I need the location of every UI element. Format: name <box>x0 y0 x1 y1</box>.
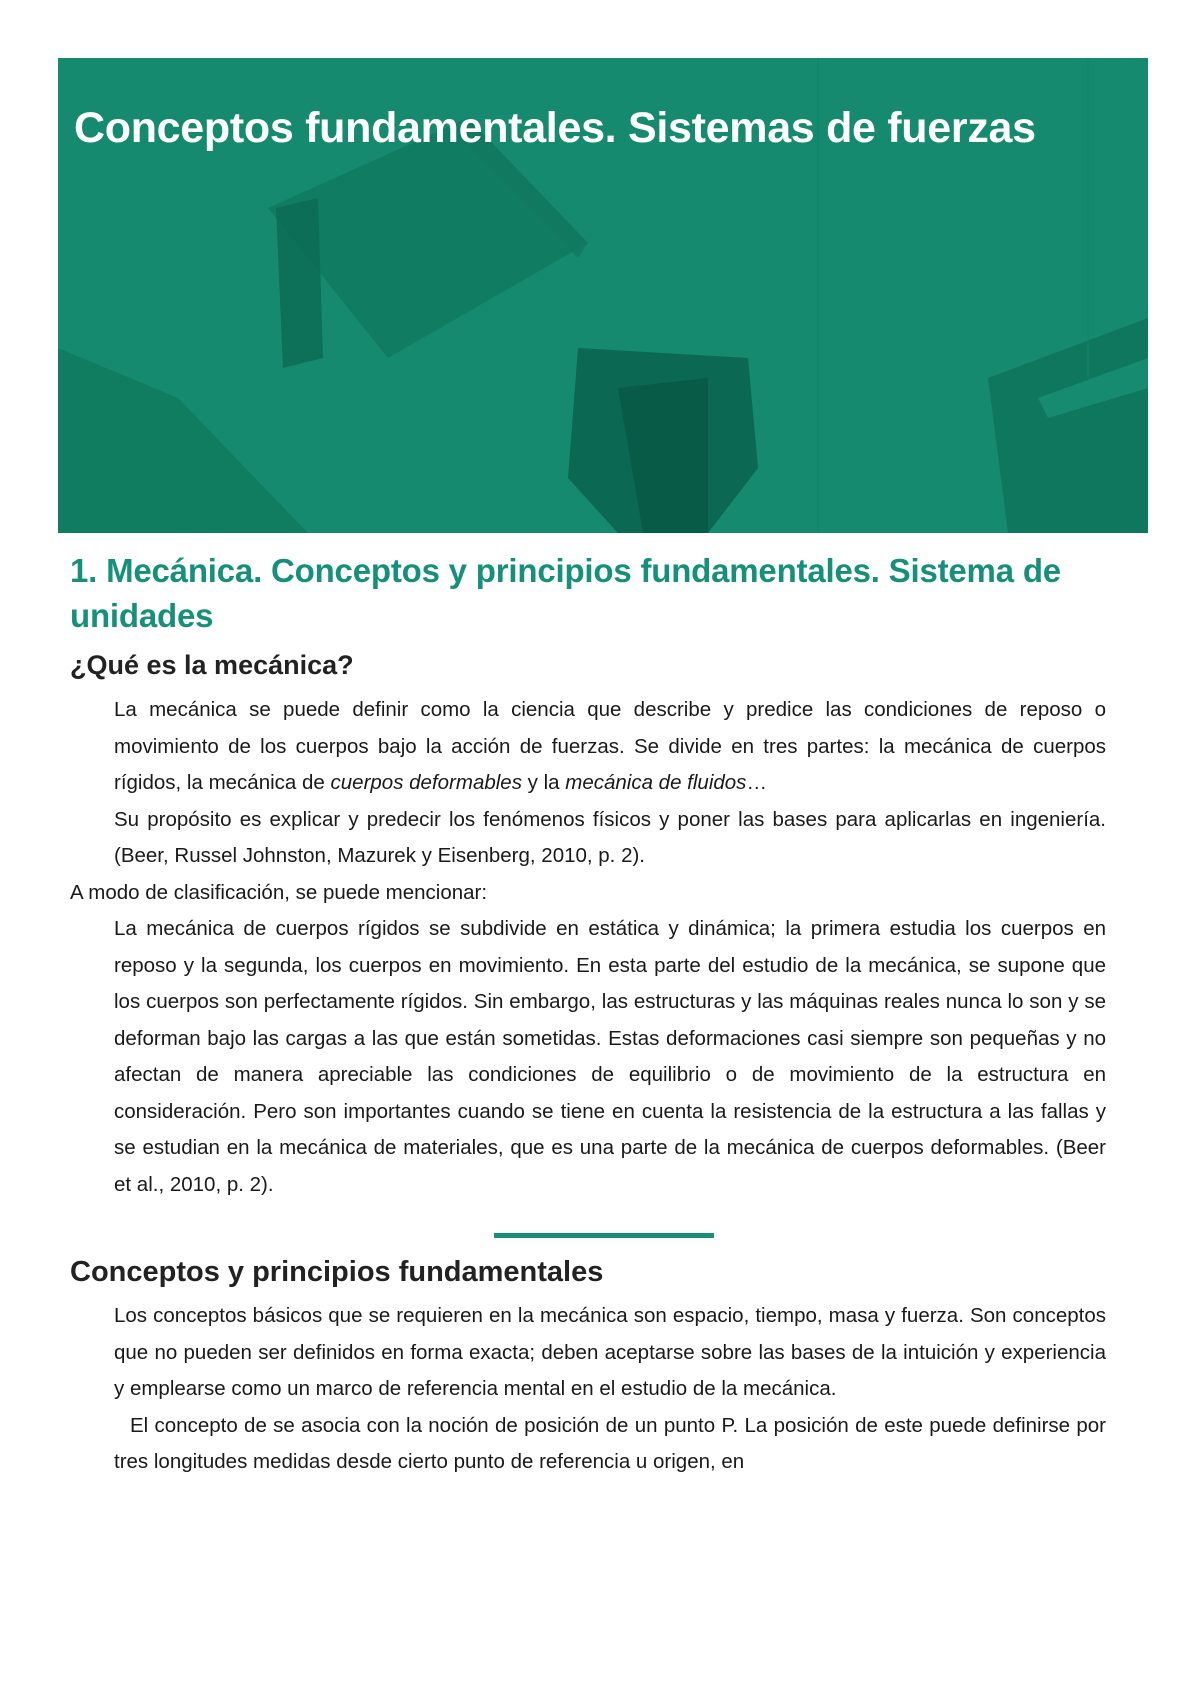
classification-intro: A modo de clasificación, se puede mencionar: <box>70 880 488 904</box>
quote-definition-ellipsis: … <box>746 771 767 794</box>
section-heading-conceptos: Conceptos y principios fundamentales <box>70 1256 604 1288</box>
section-heading-mecanica: 1. Mecánica. Conceptos y principios fundamentales. Sistema de unidades <box>70 552 1061 634</box>
quote-definition-emphasis-fluidos: mecánica de fluidos <box>565 771 747 794</box>
quote-definition-text: La mecánica se puede definir como la ciencia que describe y predice las condiciones de reposo o movimiento de los cuerpos bajo la acción de fuerzas. Se divide en tres partes: la mecánica de cuerpos rígidos, la mecánica de <box>114 698 1106 794</box>
quote-purpose: Su propósito es explicar y predecir los fenómenos físicos y poner las bases para aplicarlas en ingeniería. (Beer, Russel Johnston, Mazurek y Eisenberg, 2010, p. 2). <box>114 807 1106 867</box>
quote-definition <box>114 692 1106 802</box>
quote-definition-text-2: y la <box>521 771 566 794</box>
paragraph-basic-concepts: Los conceptos básicos que se requieren en la mecánica son espacio, tiempo, masa y fuerza. Son conceptos que no pueden ser definidos en forma exacta; deben aceptarse sobre las bases de la intuición y experiencia y emplearse como un marco de referencia mental en el estudio de la mecánica. <box>114 1304 1106 1400</box>
paragraph-space-concept: El concepto de se asocia con la noción de posición de un punto P. La posición de este puede definirse por tres longitudes medidas desde cierto punto de referencia u origen, en <box>114 1413 1106 1473</box>
document-title: Conceptos fundamentales. Sistemas de fuerzas <box>74 104 1036 152</box>
header-banner <box>58 58 1148 533</box>
quote-definition-emphasis-deformables: cuerpos deformables <box>330 771 522 794</box>
main-content <box>70 548 1106 1481</box>
subheading-que-es-la-mecanica: ¿Qué es la mecánica? <box>70 650 354 680</box>
section-divider <box>494 1233 714 1238</box>
quote-classification: La mecánica de cuerpos rígidos se subdivide en estática y dinámica; la primera estudia los cuerpos en reposo y la segunda, los cuerpos en movimiento. En esta parte del estudio de la mecánica, se supone que los cuerpos son perfectamente rígidos. Sin embargo, las estructuras y las máquinas reales nunca lo son y se deforman bajo las cargas a las que están sometidas. Estas deformaciones casi siempre son pequeñas y no afectan de manera apreciable las condiciones de equilibrio o de movimiento de la estructura en consideración. Pero son importantes cuando se tiene en cuenta la resistencia de la estructura a las fallas y se estudian en la mecánica de materiales, que es una parte de la mecánica de cuerpos deformables. (Beer et al., 2010, p. 2). <box>114 917 1106 1196</box>
